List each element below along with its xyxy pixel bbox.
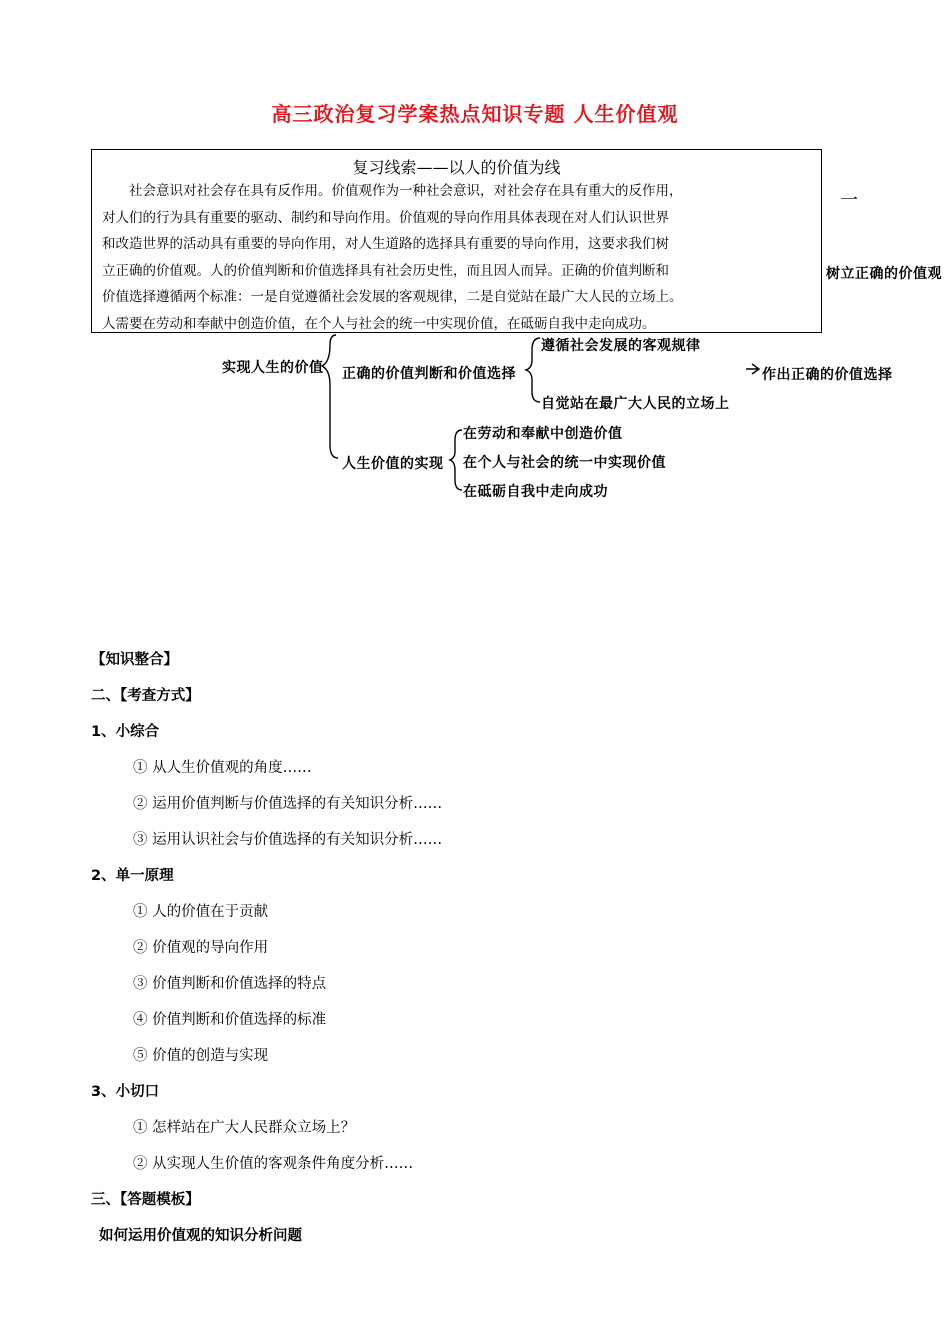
right-label: 树立正确的价值观 [826, 266, 942, 282]
list-item: ① 从人生价值观的角度…… [133, 760, 312, 776]
list-item: ⑤ 价值的创造与实现 [133, 1048, 269, 1064]
list-item: ② 价值观的导向作用 [133, 940, 269, 956]
branch2-leaf-2: 在个人与社会的统一中实现价值 [463, 455, 666, 471]
branch2-brace [450, 430, 462, 490]
group-3-heading: 3、小切口 [91, 1084, 160, 1100]
list-item: ③ 运用认识社会与价值选择的有关知识分析…… [133, 832, 443, 848]
list-item: ② 从实现人生价值的客观条件角度分析…… [133, 1156, 414, 1172]
result-arrow [746, 364, 759, 374]
group-2-heading: 2、单一原理 [91, 868, 174, 884]
branch2-node: 人生价值的实现 [342, 456, 444, 472]
text-line: 人需要在劳动和奉献中创造价值，在个人与社会的统一中实现价值，在砥砺自我中走向成功。 [102, 315, 656, 332]
review-clue-box [91, 149, 822, 333]
group-1-heading: 1、小综合 [91, 724, 160, 740]
review-clue-title: 复习线索——以人的价值为线 [352, 158, 561, 177]
branch1-node: 正确的价值判断和价值选择 [342, 366, 516, 382]
text-line: 对人们的行为具有重要的驱动、制约和导向作用。价值观的导向作用具体表现在对人们认识世界 [102, 209, 669, 226]
root-node: 实现人生的价值 [222, 360, 324, 376]
text-line: 和改造世界的活动具有重要的导向作用，对人生道路的选择具有重要的导向作用，这要求我们树 [102, 236, 669, 252]
list-item: ① 人的价值在于贡献 [133, 904, 269, 920]
text-line: 立正确的价值观。人的价值判断和价值选择具有社会历史性，而且因人而异。正确的价值判断和 [102, 262, 669, 279]
branch1-leaf-b: 自觉站在最广大人民的立场上 [541, 396, 730, 412]
list-item: ④ 价值判断和价值选择的标准 [133, 1012, 327, 1028]
text-line: 社会意识对社会存在具有反作用。价值观作为一种社会意识，对社会存在具有重大的反作用， [129, 183, 683, 199]
list-item: ③ 价值判断和价值选择的特点 [133, 976, 327, 992]
list-item: ① 怎样站在广大人民群众立场上？ [133, 1120, 356, 1136]
section-3-heading: 三、【答题模板】 [91, 1192, 200, 1208]
branch1-result: 作出正确的价值选择 [762, 367, 893, 383]
text-line: 价值选择遵循两个标准：一是自觉遵循社会发展的客观规律，二是自觉站在最广大人民的立场上。 [102, 289, 683, 305]
list-item: ② 运用价值判断与价值选择的有关知识分析…… [133, 796, 443, 812]
branch2-leaf-3: 在砥砺自我中走向成功 [463, 484, 608, 500]
review-clue-text [102, 178, 814, 337]
branch1-brace [526, 338, 540, 402]
knowledge-heading: 【知识整合】 [91, 652, 178, 668]
section-3-subheading: 如何运用价值观的知识分析问题 [99, 1228, 302, 1244]
section-2-heading: 二、【考查方式】 [91, 688, 200, 704]
document-title: 高三政治复习学案热点知识专题 人生价值观 [271, 102, 679, 126]
right-dash: 一 [840, 190, 859, 211]
root-brace [322, 335, 338, 458]
branch2-leaf-1: 在劳动和奉献中创造价值 [463, 426, 623, 442]
branch1-leaf-a: 遵循社会发展的客观规律 [541, 338, 701, 354]
